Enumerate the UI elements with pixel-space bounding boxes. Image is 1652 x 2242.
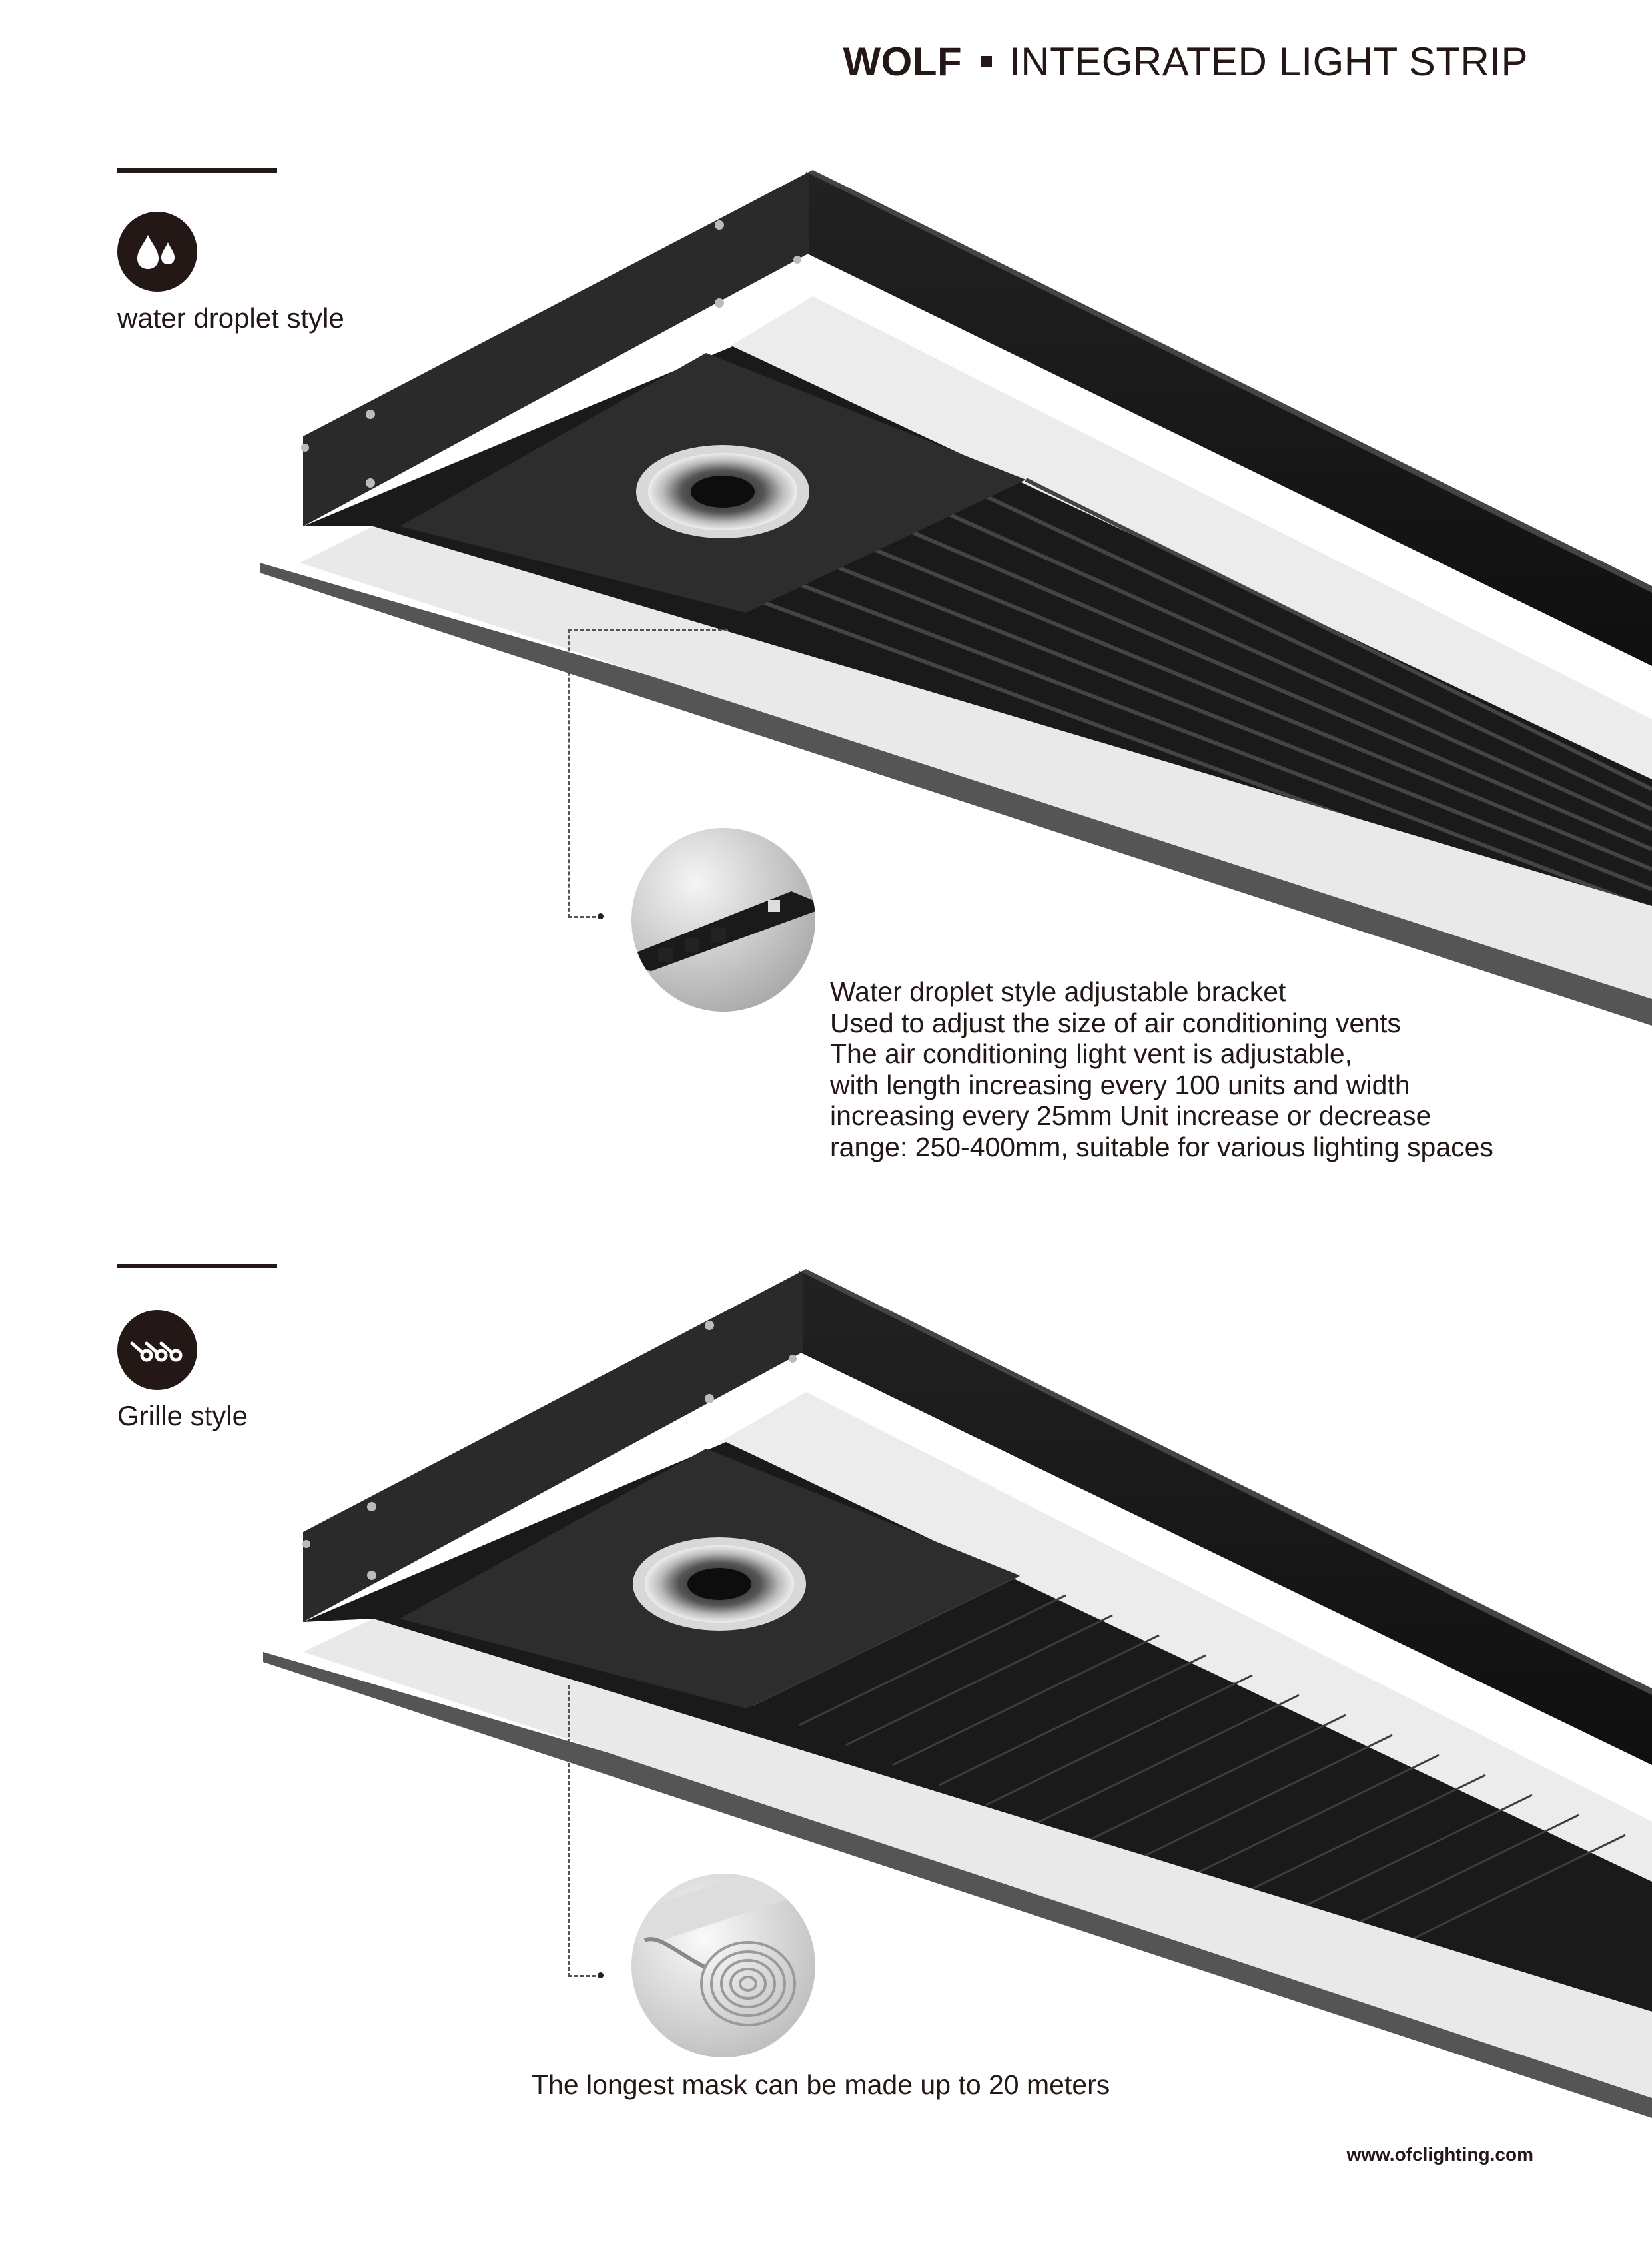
description-line: increasing every 25mm Unit increase or decrease	[830, 1100, 1432, 1131]
description-line: Used to adjust the size of air conditioning vents	[830, 1007, 1401, 1038]
callout-leader	[568, 1685, 602, 1977]
mask-roll-detail-image	[631, 1874, 815, 2057]
separator-square-icon	[981, 56, 992, 67]
website-link[interactable]: www.ofclighting.com	[1346, 2144, 1533, 2165]
callout-dot	[598, 913, 604, 919]
callout-leader-top	[568, 629, 728, 631]
page-header	[843, 39, 1528, 85]
style-label: water droplet style	[117, 302, 344, 334]
callout-leader	[568, 629, 602, 918]
description-line: The air conditioning light vent is adjustable,	[830, 1038, 1353, 1069]
description-line: range: 250-400mm, suitable for various lighting spaces	[830, 1131, 1493, 1162]
description-line: Water droplet style adjustable bracket	[830, 976, 1286, 1007]
style-label: Grille style	[117, 1400, 248, 1431]
product-image-droplet	[0, 160, 1652, 1026]
bracket-detail-image	[631, 828, 815, 1012]
page-title: INTEGRATED LIGHT STRIP	[1009, 39, 1528, 84]
description-line: with length increasing every 100 units and width	[830, 1069, 1410, 1100]
bracket-description	[830, 976, 1493, 1162]
product-image-grille	[0, 1259, 1652, 2118]
mask-caption: The longest mask can be made up to 20 meters	[532, 2069, 1110, 2100]
brand-name: WOLF	[843, 39, 963, 84]
callout-dot	[598, 1972, 604, 1978]
